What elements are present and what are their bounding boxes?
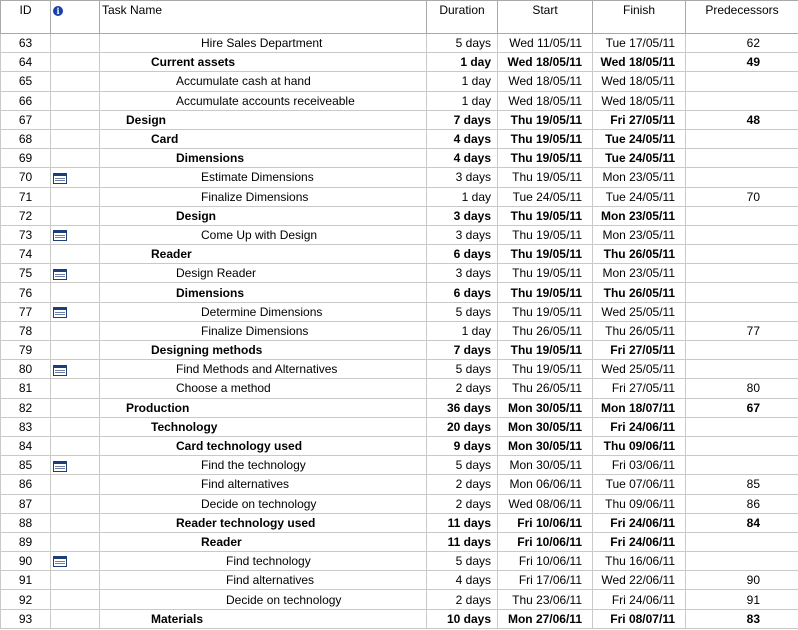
start-date-cell[interactable]: Thu 19/05/11	[498, 225, 593, 244]
finish-date-cell[interactable]: Tue 07/06/11	[593, 475, 686, 494]
task-name-cell[interactable]: Dimensions	[100, 283, 427, 302]
start-date-cell[interactable]: Wed 18/05/11	[498, 91, 593, 110]
indicators-cell[interactable]	[51, 302, 100, 321]
table-row[interactable]	[1, 590, 798, 609]
finish-date-cell[interactable]: Wed 22/06/11	[593, 571, 686, 590]
finish-date-cell[interactable]: Tue 24/05/11	[593, 129, 686, 148]
duration-cell[interactable]: 3 days	[427, 168, 498, 187]
task-id-cell[interactable]: 91	[1, 571, 51, 590]
finish-date-cell[interactable]: Thu 26/05/11	[593, 245, 686, 264]
start-date-cell[interactable]: Thu 19/05/11	[498, 360, 593, 379]
predecessors-cell[interactable]	[686, 360, 798, 379]
task-name-cell[interactable]: Accumulate accounts receiveable	[100, 91, 427, 110]
indicators-cell[interactable]	[51, 283, 100, 302]
task-name-cell[interactable]: Find technology	[100, 552, 427, 571]
task-id-cell[interactable]: 69	[1, 149, 51, 168]
column-header-predecessors[interactable]: Predecessors	[686, 1, 798, 34]
task-id-cell[interactable]: 64	[1, 53, 51, 72]
column-header-duration[interactable]: Duration	[427, 1, 498, 34]
indicators-cell[interactable]	[51, 494, 100, 513]
table-row[interactable]	[1, 187, 798, 206]
duration-cell[interactable]: 5 days	[427, 456, 498, 475]
table-row[interactable]	[1, 53, 798, 72]
finish-date-cell[interactable]: Fri 27/05/11	[593, 341, 686, 360]
finish-date-cell[interactable]: Thu 09/06/11	[593, 494, 686, 513]
duration-cell[interactable]: 6 days	[427, 283, 498, 302]
finish-date-cell[interactable]: Fri 24/06/11	[593, 417, 686, 436]
task-rows	[1, 34, 798, 629]
table-row[interactable]	[1, 360, 798, 379]
task-name-cell[interactable]: Dimensions	[100, 149, 427, 168]
finish-date-cell[interactable]: Mon 23/05/11	[593, 168, 686, 187]
start-date-cell[interactable]: Fri 10/06/11	[498, 513, 593, 532]
task-id-cell[interactable]: 71	[1, 187, 51, 206]
calendar-icon	[53, 365, 67, 376]
indicators-cell[interactable]	[51, 187, 100, 206]
duration-cell[interactable]: 5 days	[427, 302, 498, 321]
indicators-cell[interactable]	[51, 53, 100, 72]
start-date-cell[interactable]: Fri 10/06/11	[498, 532, 593, 551]
start-date-cell[interactable]: Tue 24/05/11	[498, 187, 593, 206]
table-row[interactable]	[1, 379, 798, 398]
finish-date-cell[interactable]: Fri 03/06/11	[593, 456, 686, 475]
indicators-cell[interactable]	[51, 225, 100, 244]
predecessors-cell[interactable]: 70	[686, 187, 798, 206]
start-date-cell[interactable]: Wed 08/06/11	[498, 494, 593, 513]
column-header-id[interactable]: ID	[1, 1, 51, 34]
column-header-start[interactable]: Start	[498, 1, 593, 34]
start-date-cell[interactable]: Mon 06/06/11	[498, 475, 593, 494]
task-name-cell[interactable]: Materials	[100, 609, 427, 628]
duration-cell[interactable]: 1 day	[427, 53, 498, 72]
indicators-cell[interactable]	[51, 609, 100, 628]
table-row[interactable]	[1, 225, 798, 244]
indicators-cell[interactable]	[51, 72, 100, 91]
predecessors-cell[interactable]: 77	[686, 321, 798, 340]
table-row[interactable]	[1, 302, 798, 321]
task-id-cell[interactable]: 72	[1, 206, 51, 225]
task-name-cell[interactable]: Reader technology used	[100, 513, 427, 532]
table-row[interactable]	[1, 72, 798, 91]
duration-cell[interactable]: 7 days	[427, 110, 498, 129]
task-name-cell[interactable]: Card technology used	[100, 436, 427, 455]
task-name-cell[interactable]: Reader	[100, 245, 427, 264]
predecessors-cell[interactable]	[686, 91, 798, 110]
duration-cell[interactable]: 1 day	[427, 187, 498, 206]
predecessors-cell[interactable]	[686, 302, 798, 321]
table-row[interactable]	[1, 245, 798, 264]
start-date-cell[interactable]: Thu 19/05/11	[498, 206, 593, 225]
task-name-cell[interactable]: Design	[100, 110, 427, 129]
finish-date-cell[interactable]: Mon 23/05/11	[593, 264, 686, 283]
task-name-cell[interactable]: Finalize Dimensions	[100, 321, 427, 340]
task-id-cell[interactable]: 81	[1, 379, 51, 398]
indicators-cell[interactable]	[51, 206, 100, 225]
task-id-cell[interactable]: 83	[1, 417, 51, 436]
indicators-cell[interactable]	[51, 149, 100, 168]
start-date-cell[interactable]: Wed 18/05/11	[498, 72, 593, 91]
duration-cell[interactable]: 5 days	[427, 360, 498, 379]
finish-date-cell[interactable]: Wed 25/05/11	[593, 360, 686, 379]
start-date-cell[interactable]: Thu 19/05/11	[498, 110, 593, 129]
indicators-cell[interactable]	[51, 110, 100, 129]
task-name-cell[interactable]: Decide on technology	[100, 494, 427, 513]
indicators-cell[interactable]	[51, 590, 100, 609]
finish-date-cell[interactable]: Mon 23/05/11	[593, 206, 686, 225]
duration-cell[interactable]: 2 days	[427, 475, 498, 494]
predecessors-cell[interactable]	[686, 552, 798, 571]
task-name-cell[interactable]: Find alternatives	[100, 475, 427, 494]
task-name-cell[interactable]: Find the technology	[100, 456, 427, 475]
indicators-cell[interactable]	[51, 436, 100, 455]
duration-cell[interactable]: 2 days	[427, 590, 498, 609]
start-date-cell[interactable]: Thu 23/06/11	[498, 590, 593, 609]
start-date-cell[interactable]: Wed 11/05/11	[498, 34, 593, 53]
finish-date-cell[interactable]: Wed 25/05/11	[593, 302, 686, 321]
task-name-cell[interactable]: Accumulate cash at hand	[100, 72, 427, 91]
indicators-cell[interactable]	[51, 513, 100, 532]
task-id-cell[interactable]: 86	[1, 475, 51, 494]
predecessors-cell[interactable]	[686, 532, 798, 551]
calendar-icon	[53, 307, 67, 318]
predecessors-cell[interactable]	[686, 225, 798, 244]
finish-date-cell[interactable]: Thu 09/06/11	[593, 436, 686, 455]
duration-cell[interactable]: 11 days	[427, 513, 498, 532]
indicators-cell[interactable]	[51, 456, 100, 475]
predecessors-cell[interactable]: 91	[686, 590, 798, 609]
start-date-cell[interactable]: Mon 30/05/11	[498, 398, 593, 417]
finish-date-cell[interactable]: Wed 18/05/11	[593, 53, 686, 72]
indicators-cell[interactable]	[51, 417, 100, 436]
task-id-cell[interactable]: 65	[1, 72, 51, 91]
task-id-cell[interactable]: 89	[1, 532, 51, 551]
task-id-cell[interactable]: 63	[1, 34, 51, 53]
start-date-cell[interactable]: Mon 30/05/11	[498, 436, 593, 455]
indicators-cell[interactable]	[51, 475, 100, 494]
duration-cell[interactable]: 3 days	[427, 264, 498, 283]
calendar-icon	[53, 173, 67, 184]
duration-cell[interactable]: 11 days	[427, 532, 498, 551]
table-row[interactable]	[1, 168, 798, 187]
start-date-cell[interactable]: Wed 18/05/11	[498, 53, 593, 72]
predecessors-cell[interactable]	[686, 129, 798, 148]
task-id-cell[interactable]: 77	[1, 302, 51, 321]
start-date-cell[interactable]: Thu 26/05/11	[498, 379, 593, 398]
predecessors-cell[interactable]	[686, 72, 798, 91]
predecessors-cell[interactable]: 85	[686, 475, 798, 494]
table-row[interactable]	[1, 283, 798, 302]
task-name-cell[interactable]: Design Reader	[100, 264, 427, 283]
duration-cell[interactable]: 9 days	[427, 436, 498, 455]
table-row[interactable]	[1, 341, 798, 360]
start-date-cell[interactable]: Thu 19/05/11	[498, 283, 593, 302]
finish-date-cell[interactable]: Mon 23/05/11	[593, 225, 686, 244]
predecessors-cell[interactable]	[686, 341, 798, 360]
task-id-cell[interactable]: 84	[1, 436, 51, 455]
finish-date-cell[interactable]: Tue 17/05/11	[593, 34, 686, 53]
predecessors-cell[interactable]	[686, 168, 798, 187]
calendar-icon	[53, 269, 67, 280]
task-name-cell[interactable]: Production	[100, 398, 427, 417]
predecessors-cell[interactable]	[686, 283, 798, 302]
task-id-cell[interactable]: 79	[1, 341, 51, 360]
predecessors-cell[interactable]: 67	[686, 398, 798, 417]
task-id-cell[interactable]: 67	[1, 110, 51, 129]
finish-date-cell[interactable]: Thu 26/05/11	[593, 283, 686, 302]
task-name-cell[interactable]: Designing methods	[100, 341, 427, 360]
predecessors-cell[interactable]	[686, 264, 798, 283]
task-name-cell[interactable]: Current assets	[100, 53, 427, 72]
predecessors-cell[interactable]: 80	[686, 379, 798, 398]
predecessors-cell[interactable]: 49	[686, 53, 798, 72]
duration-cell[interactable]: 4 days	[427, 571, 498, 590]
task-id-cell[interactable]: 73	[1, 225, 51, 244]
task-name-cell[interactable]: Card	[100, 129, 427, 148]
task-name-cell[interactable]: Design	[100, 206, 427, 225]
predecessors-cell[interactable]: 83	[686, 609, 798, 628]
table-row[interactable]	[1, 417, 798, 436]
task-name-cell[interactable]: Come Up with Design	[100, 225, 427, 244]
predecessors-cell[interactable]: 86	[686, 494, 798, 513]
start-date-cell[interactable]: Thu 19/05/11	[498, 168, 593, 187]
column-header-indicators[interactable]	[51, 1, 100, 34]
task-id-cell[interactable]: 66	[1, 91, 51, 110]
task-name-cell[interactable]: Decide on technology	[100, 590, 427, 609]
predecessors-cell[interactable]	[686, 417, 798, 436]
indicators-cell[interactable]	[51, 91, 100, 110]
task-id-cell[interactable]: 92	[1, 590, 51, 609]
task-name-cell[interactable]: Find Methods and Alternatives	[100, 360, 427, 379]
finish-date-cell[interactable]: Fri 27/05/11	[593, 379, 686, 398]
indicators-cell[interactable]	[51, 398, 100, 417]
finish-date-cell[interactable]: Thu 16/06/11	[593, 552, 686, 571]
task-id-cell[interactable]: 90	[1, 552, 51, 571]
duration-cell[interactable]: 1 day	[427, 91, 498, 110]
task-id-cell[interactable]: 93	[1, 609, 51, 628]
table-row[interactable]	[1, 609, 798, 628]
predecessors-cell[interactable]	[686, 436, 798, 455]
indicators-cell[interactable]	[51, 34, 100, 53]
duration-cell[interactable]: 36 days	[427, 398, 498, 417]
start-date-cell[interactable]: Thu 19/05/11	[498, 245, 593, 264]
finish-date-cell[interactable]: Fri 24/06/11	[593, 590, 686, 609]
task-name-cell[interactable]: Reader	[100, 532, 427, 551]
task-id-cell[interactable]: 87	[1, 494, 51, 513]
table-row[interactable]	[1, 91, 798, 110]
indicators-cell[interactable]	[51, 129, 100, 148]
predecessors-cell[interactable]	[686, 456, 798, 475]
duration-cell[interactable]: 5 days	[427, 552, 498, 571]
duration-cell[interactable]: 3 days	[427, 206, 498, 225]
duration-cell[interactable]: 2 days	[427, 379, 498, 398]
task-id-cell[interactable]: 85	[1, 456, 51, 475]
start-date-cell[interactable]: Thu 26/05/11	[498, 321, 593, 340]
start-date-cell[interactable]: Thu 19/05/11	[498, 302, 593, 321]
duration-cell[interactable]: 20 days	[427, 417, 498, 436]
table-row[interactable]	[1, 513, 798, 532]
start-date-cell[interactable]: Thu 19/05/11	[498, 264, 593, 283]
task-id-cell[interactable]: 68	[1, 129, 51, 148]
indicators-cell[interactable]	[51, 552, 100, 571]
finish-date-cell[interactable]: Fri 24/06/11	[593, 532, 686, 551]
indicators-cell[interactable]	[51, 168, 100, 187]
table-row[interactable]	[1, 129, 798, 148]
indicators-cell[interactable]	[51, 571, 100, 590]
task-id-cell[interactable]: 70	[1, 168, 51, 187]
duration-cell[interactable]: 3 days	[427, 225, 498, 244]
start-date-cell[interactable]: Fri 17/06/11	[498, 571, 593, 590]
table-row[interactable]	[1, 398, 798, 417]
duration-cell[interactable]: 4 days	[427, 149, 498, 168]
finish-date-cell[interactable]: Thu 26/05/11	[593, 321, 686, 340]
finish-date-cell[interactable]: Fri 08/07/11	[593, 609, 686, 628]
duration-cell[interactable]: 2 days	[427, 494, 498, 513]
predecessors-cell[interactable]: 84	[686, 513, 798, 532]
finish-date-cell[interactable]: Tue 24/05/11	[593, 187, 686, 206]
task-id-cell[interactable]: 75	[1, 264, 51, 283]
table-row[interactable]	[1, 321, 798, 340]
finish-date-cell[interactable]: Mon 18/07/11	[593, 398, 686, 417]
start-date-cell[interactable]: Mon 27/06/11	[498, 609, 593, 628]
table-row[interactable]	[1, 206, 798, 225]
task-id-cell[interactable]: 74	[1, 245, 51, 264]
start-date-cell[interactable]: Mon 30/05/11	[498, 417, 593, 436]
indicators-cell[interactable]	[51, 341, 100, 360]
calendar-icon	[53, 461, 67, 472]
calendar-icon	[53, 230, 67, 241]
predecessors-cell[interactable]	[686, 149, 798, 168]
header-row	[1, 1, 798, 34]
task-id-cell[interactable]: 78	[1, 321, 51, 340]
predecessors-cell[interactable]: 62	[686, 34, 798, 53]
indicators-cell[interactable]	[51, 360, 100, 379]
task-name-cell[interactable]: Estimate Dimensions	[100, 168, 427, 187]
duration-cell[interactable]: 6 days	[427, 245, 498, 264]
start-date-cell[interactable]: Thu 19/05/11	[498, 341, 593, 360]
task-id-cell[interactable]: 76	[1, 283, 51, 302]
table-row[interactable]	[1, 34, 798, 53]
duration-cell[interactable]: 4 days	[427, 129, 498, 148]
finish-date-cell[interactable]: Tue 24/05/11	[593, 149, 686, 168]
finish-date-cell[interactable]: Wed 18/05/11	[593, 72, 686, 91]
table-row[interactable]	[1, 532, 798, 551]
table-row[interactable]	[1, 264, 798, 283]
table-row[interactable]	[1, 436, 798, 455]
predecessors-cell[interactable]: 90	[686, 571, 798, 590]
column-header-task-name[interactable]: Task Name	[100, 1, 427, 34]
indicators-cell[interactable]	[51, 245, 100, 264]
indicators-cell[interactable]	[51, 532, 100, 551]
duration-cell[interactable]: 10 days	[427, 609, 498, 628]
table-row[interactable]	[1, 149, 798, 168]
task-name-cell[interactable]: Technology	[100, 417, 427, 436]
table-row[interactable]	[1, 571, 798, 590]
task-name-cell[interactable]: Hire Sales Department	[100, 34, 427, 53]
table-row[interactable]	[1, 110, 798, 129]
task-name-cell[interactable]: Finalize Dimensions	[100, 187, 427, 206]
info-icon: i	[53, 6, 63, 16]
duration-cell[interactable]: 1 day	[427, 72, 498, 91]
task-id-cell[interactable]: 82	[1, 398, 51, 417]
finish-date-cell[interactable]: Wed 18/05/11	[593, 91, 686, 110]
start-date-cell[interactable]: Fri 10/06/11	[498, 552, 593, 571]
finish-date-cell[interactable]: Fri 27/05/11	[593, 110, 686, 129]
start-date-cell[interactable]: Mon 30/05/11	[498, 456, 593, 475]
task-name-cell[interactable]: Find alternatives	[100, 571, 427, 590]
duration-cell[interactable]: 1 day	[427, 321, 498, 340]
start-date-cell[interactable]: Thu 19/05/11	[498, 129, 593, 148]
duration-cell[interactable]: 5 days	[427, 34, 498, 53]
indicators-cell[interactable]	[51, 264, 100, 283]
predecessors-cell[interactable]: 48	[686, 110, 798, 129]
task-id-cell[interactable]: 88	[1, 513, 51, 532]
calendar-icon	[53, 556, 67, 567]
task-name-cell[interactable]: Choose a method	[100, 379, 427, 398]
task-name-cell[interactable]: Determine Dimensions	[100, 302, 427, 321]
finish-date-cell[interactable]: Fri 24/06/11	[593, 513, 686, 532]
table-row[interactable]	[1, 456, 798, 475]
task-id-cell[interactable]: 80	[1, 360, 51, 379]
predecessors-cell[interactable]	[686, 206, 798, 225]
indicators-cell[interactable]	[51, 379, 100, 398]
start-date-cell[interactable]: Thu 19/05/11	[498, 149, 593, 168]
indicators-cell[interactable]	[51, 321, 100, 340]
predecessors-cell[interactable]	[686, 245, 798, 264]
table-row[interactable]	[1, 475, 798, 494]
duration-cell[interactable]: 7 days	[427, 341, 498, 360]
table-row[interactable]	[1, 552, 798, 571]
table-row[interactable]	[1, 494, 798, 513]
column-header-finish[interactable]: Finish	[593, 1, 686, 34]
